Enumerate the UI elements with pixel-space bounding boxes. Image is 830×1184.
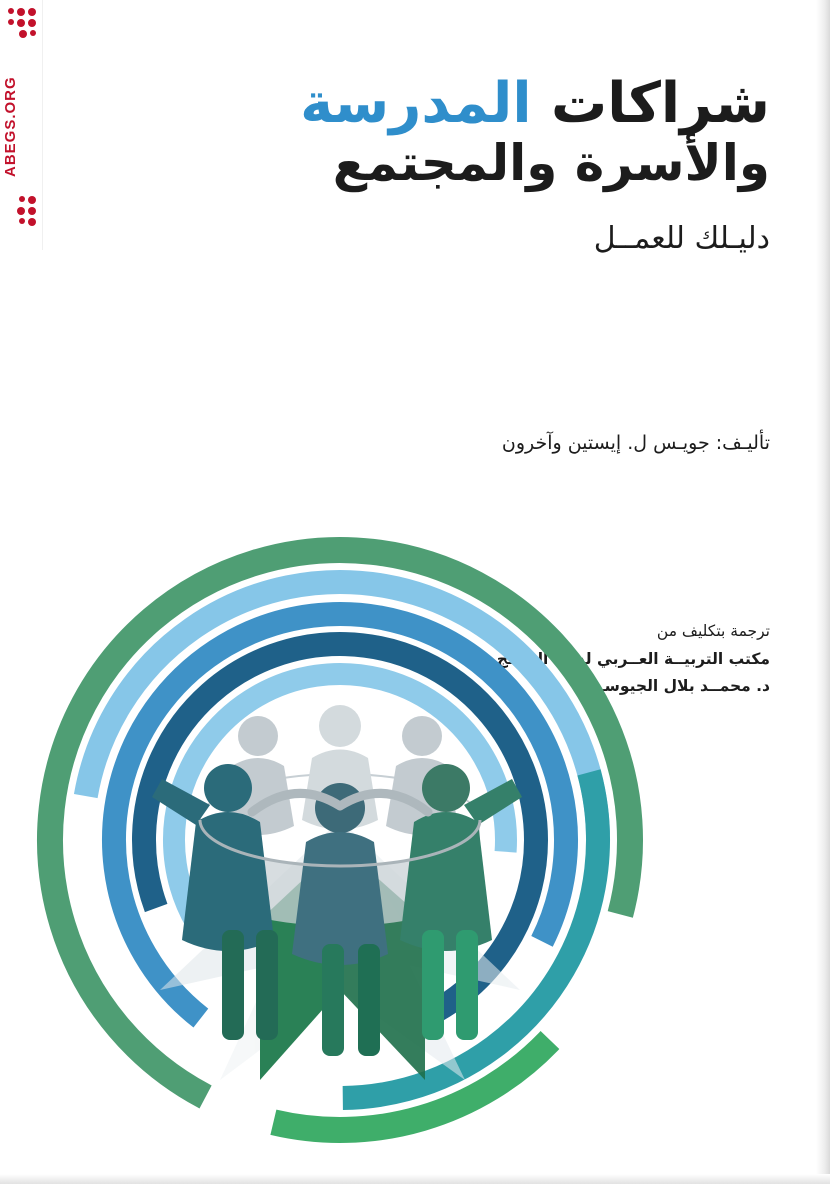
book-title-part-1: شراكات	[531, 71, 770, 136]
credits-line-3: د. محمــد بلال الجيوســـي	[573, 677, 770, 696]
page-edge-bottom	[0, 1174, 830, 1184]
dot-icon	[28, 207, 36, 215]
book-subtitle: دليـلك للعمــل	[593, 220, 770, 256]
publisher-badge-label: ABEGS.ORG	[2, 76, 19, 178]
credits-line-1: ترجمة بتكليف من	[656, 622, 770, 640]
badge-dots-bottom	[6, 196, 36, 229]
book-title-line-1	[130, 70, 770, 138]
credits-line-2: مكتب التربيــة العــربي لدول الخليـج	[496, 649, 770, 668]
dot-icon	[17, 207, 25, 215]
dot-icon	[8, 19, 14, 25]
dot-icon	[19, 196, 25, 202]
dot-icon	[28, 19, 36, 27]
author-line: تأليـف: جويـس ل. إيستين وآخرون	[501, 432, 770, 454]
book-title-line-2: والأسرة والمجتمع	[332, 134, 770, 193]
cover-artwork	[10, 520, 690, 1170]
dot-icon	[28, 8, 36, 16]
badge-dots-top	[6, 8, 36, 41]
dot-icon	[17, 8, 25, 16]
page-edge-right	[816, 0, 830, 1184]
dot-icon	[19, 218, 25, 224]
title-block	[130, 70, 770, 256]
dot-icon	[17, 19, 25, 27]
dot-icon	[8, 8, 14, 14]
book-title-accent: المدرسة	[300, 71, 532, 136]
publisher-badge	[0, 0, 43, 250]
dot-icon	[19, 30, 27, 38]
dot-icon	[28, 218, 36, 226]
dot-icon	[30, 30, 36, 36]
dot-icon	[28, 196, 36, 204]
